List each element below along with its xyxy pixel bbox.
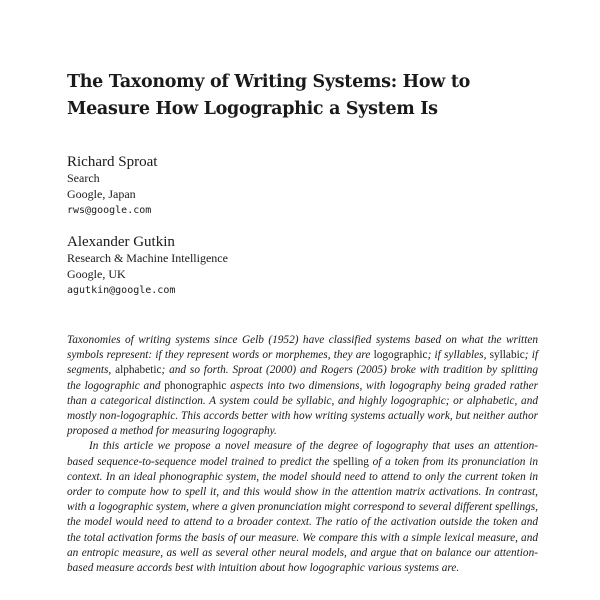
- author-email: rws@google.com: [67, 205, 152, 216]
- abstract-text: of a token from its pronunciation in context. In an ideal phonographic system, the model should need to attend to only the current token in order to compute how to spell it, and this would show in the attention matrix activations. In contrast, with a logographic system, where a given pronunciation might correspond to several different spellings, the model would need to attend to a broader context. The ratio of the activation outside the token and the total activation forms the basis of our measure. We compare this with a simple lexical measure, and an entropic measure, as well as several other neural models, and argue that on balance our attention-based measure accords best with intuition about how logographic various systems are.: [67, 455, 538, 575]
- abstract-text: aspects into two dimensions, with logography being graded rather than a categorical distinction. A system could be syllabic, and highly logographic; or alphabetic, and mostly non-logographic. This accords better with how writing systems actually work, but neither author proposed a method for measuring logography.: [67, 379, 539, 438]
- title-line-1: The Taxonomy of Writing Systems: How to: [67, 72, 470, 92]
- title-line-2: Measure How Logographic a System Is: [67, 99, 438, 119]
- term-alphabetic: alphabetic: [115, 364, 162, 377]
- term-spelling: spelling: [333, 455, 369, 468]
- author-location: Google, UK: [67, 266, 126, 281]
- abstract-text: Taxonomies of writing systems since Gelb (1952) have classified systems based on what the written symbols represent: if they represent words or morphemes, they are: [67, 334, 538, 362]
- author-email: agutkin@google.com: [67, 285, 176, 296]
- abstract-text: ; if syllables,: [427, 349, 490, 362]
- term-phonographic: phonographic: [164, 379, 227, 392]
- author-location: Google, Japan: [67, 186, 136, 201]
- abstract-text: In this article we propose a novel measure of the degree of logography that uses an attention-based sequence-to-sequence model trained to predict the: [67, 440, 538, 468]
- author-block-1: [67, 153, 157, 219]
- term-logographic: logographic: [373, 349, 428, 362]
- abstract-text: ; if segments,: [67, 349, 538, 377]
- paper-title: [67, 69, 537, 123]
- author-name: Alexander Gutkin: [67, 234, 175, 250]
- abstract-paragraph-2: [67, 439, 538, 576]
- abstract-text: ; and so forth. Sproat (2000) and Rogers (2005) broke with tradition by splitting the logographic and: [67, 364, 538, 392]
- author-affiliation: Research & Machine Intelligence: [67, 251, 228, 265]
- author-block-2: [67, 233, 228, 299]
- author-affiliation: Search: [67, 171, 100, 185]
- abstract: [67, 333, 538, 576]
- term-syllabic: syllabic: [489, 349, 525, 362]
- abstract-paragraph-1: [67, 333, 538, 439]
- author-name: Richard Sproat: [67, 154, 158, 170]
